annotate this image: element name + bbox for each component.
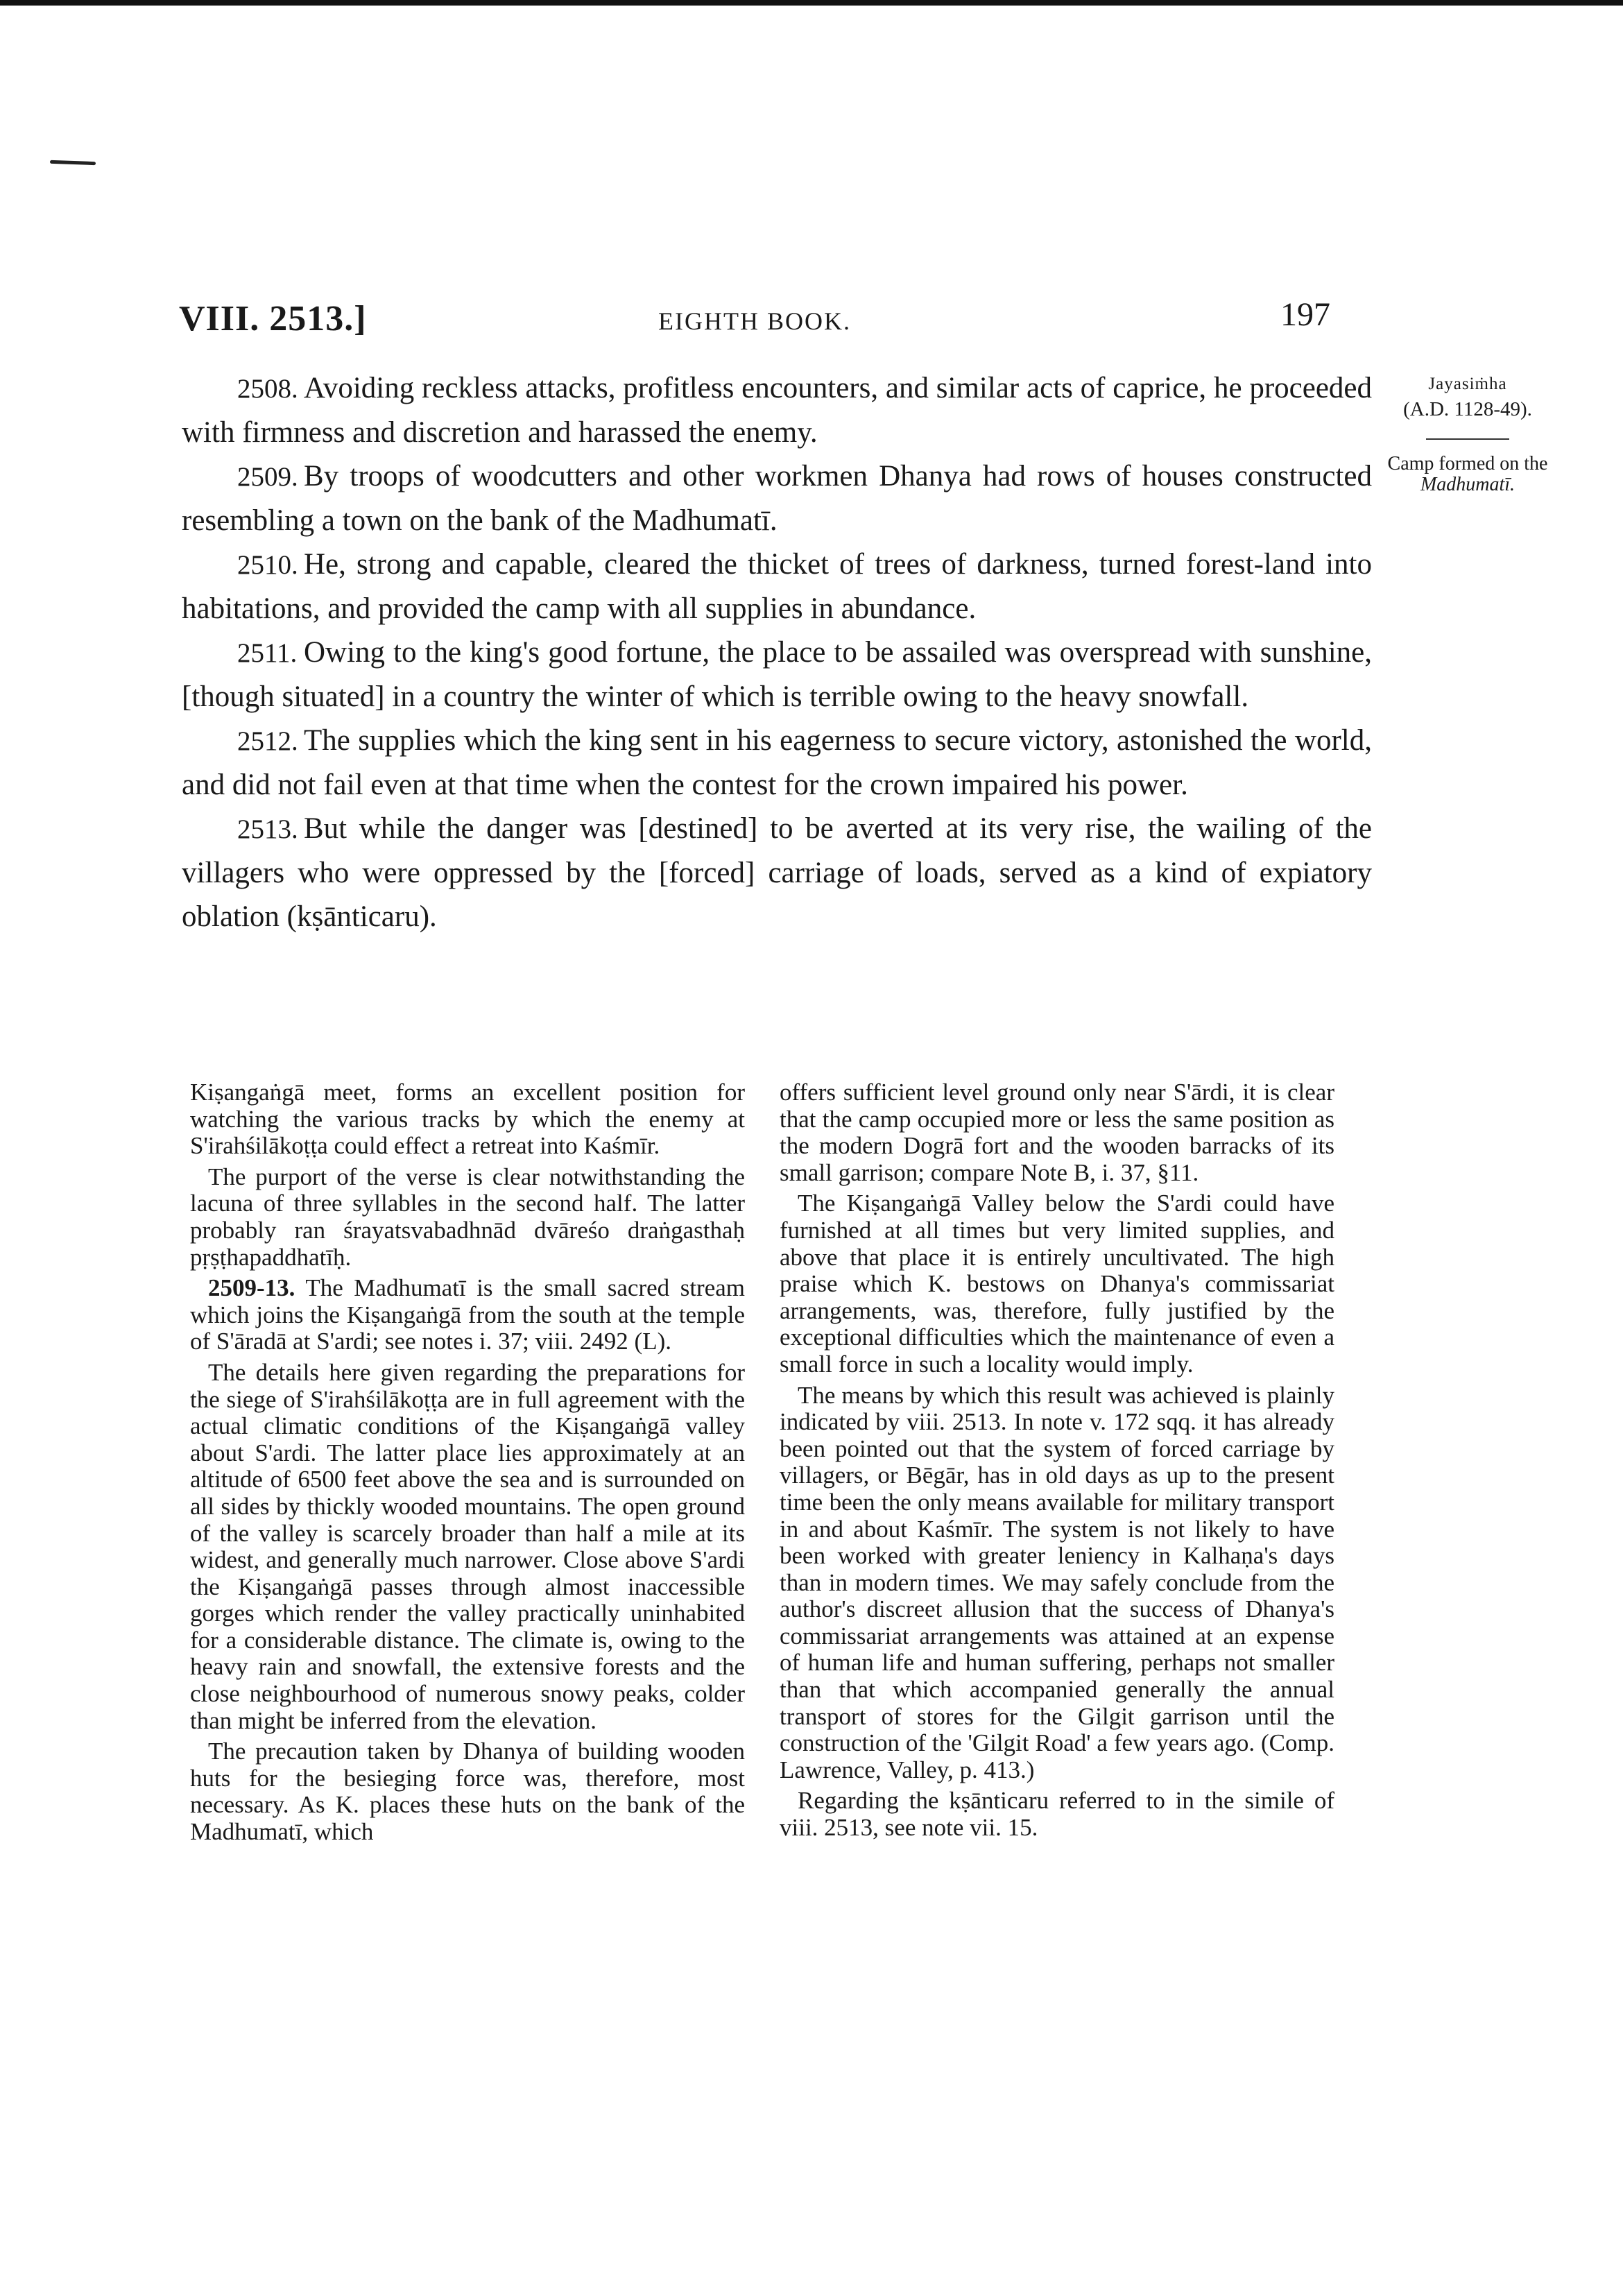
side-note (1351, 454, 1584, 495)
footnotes-right-column (780, 1079, 1334, 1842)
verse-text: Owing to the king's good fortune, the place to be assailed was overspread with sunshine, [though situated] in a country the winter of which is terrible owing to the heavy snowfall. (182, 636, 1372, 713)
verse-text: But while the danger was [destined] to be averted at its very rise, the wailing of the villagers who were oppressed by the [forced] carriage of loads, served as a kind of expiatory oblation (kṣānticaru). (182, 812, 1372, 933)
verse-number: 2511. (237, 638, 298, 668)
section-reference: VIII. 2513.] (179, 299, 367, 339)
verse-block (182, 366, 1372, 939)
ruler-heading (1351, 370, 1584, 422)
note-text: The details here given regarding the preparations for the siege of S'irahśilākoṭṭa are in full agreement with the actual climatic conditions of the Kiṣangaṅgā valley about S'ardi. The latter place lies approximately at an altitude of 6500 feet above the sea and is surrounded on all sides by thickly wooded mountains. The open ground of the valley is scarcely broader than half a mile at its widest, and generally much narrower. Close above S'ardi the Kiṣangaṅgā passes through almost inaccessible gorges which render the valley practically uninhabited for a considerable distance. The climate is, owing to the heavy rain and snowfall, the extensive forests and the close neighbourhood of numerous snowy peaks, colder than might be inferred from the elevation. (190, 1358, 745, 1734)
note-text: The precaution taken by Dhanya of building wooden huts for the besieging force was, therefore, most necessary. As K. places these huts on the bank of the Madhumatī, which (190, 1738, 745, 1846)
book-title: EIGHTH BOOK. (658, 307, 851, 335)
top-border-rule (0, 0, 1623, 6)
verse-2510 (182, 542, 1372, 631)
margin-notes (1351, 370, 1584, 495)
stray-ink-mark (50, 160, 96, 165)
verse-number: 2508. (237, 374, 298, 404)
verse-number: 2510. (237, 550, 298, 580)
verse-number: 2512. (237, 726, 298, 756)
running-head (179, 293, 1330, 348)
note-text: Regarding the kṣānticaru referred to in the simile of viii. 2513, see note vii. 15. (780, 1787, 1334, 1842)
note-paragraph (780, 1190, 1334, 1378)
side-note-line-2: Madhumatī. (1420, 474, 1515, 495)
verse-2513 (182, 807, 1372, 939)
note-paragraph (190, 1275, 745, 1355)
note-text: offers sufficient level ground only near S'ārdi, it is clear that the camp occupied more or less the same position as the modern Dogrā fort and the wooden barracks of its small garrison; compare Note B, i. 37, §11. (780, 1079, 1334, 1186)
margin-divider (1426, 438, 1509, 440)
verse-text: By troops of woodcutters and other workmen Dhanya had rows of houses constructed resembling a town on the bank of the Madhumatī. (182, 460, 1372, 537)
verse-number: 2513. (237, 814, 298, 844)
note-text: The Madhumatī is the small sacred stream which joins the Kiṣangaṅgā from the south at the temple of S'āradā at S'ardi; see notes i. 37; viii. 2492 (L). (190, 1274, 745, 1355)
verse-number: 2509. (237, 462, 298, 492)
note-paragraph (190, 1079, 745, 1160)
ruler-name: Jayasiṁha (1428, 375, 1507, 393)
verse-2508 (182, 366, 1372, 454)
note-text: The purport of the verse is clear notwithstanding the lacuna of three syllables in the second half. The latter probably ran śrayatsvabadhnād dvāreśo draṅgasthaḥ pṛṣṭhapaddhatīḥ. (190, 1163, 745, 1271)
page-number: 197 (1280, 296, 1330, 333)
note-text: The means by which this result was achieved is plainly indicated by viii. 2513. In note v. 172 sqq. it has already been pointed out that the system of forced carriage by villagers, or Bēgār, has in old days as up to the present time been the only means available for military transport in and about Kaśmīr. The system is not likely to have been worked with greater leniency in Kalhaṇa's days than in modern times. We may safely conclude from the author's discreet allusion that the success of Dhanya's commissariat arrangements was attained at an expense of human life and human suffering, perhaps not smaller than that which accompanied generally the annual transport of stores for the Gilgit garrison until the construction of the 'Gilgit Road' a few years ago. (Comp. Lawrence, Valley, p. 413.) (780, 1381, 1334, 1783)
verse-text: He, strong and capable, cleared the thicket of trees of darkness, turned forest-land into habitations, and provided the camp with all supplies in abundance. (182, 548, 1372, 625)
note-paragraph (780, 1382, 1334, 1784)
note-paragraph (190, 1738, 745, 1845)
note-paragraph (780, 1079, 1334, 1186)
verse-text: Avoiding reckless attacks, profitless encounters, and similar acts of caprice, he proceeded with firmness and discretion and harassed the enemy. (182, 372, 1372, 449)
ruler-dates: (A.D. 1128-49). (1403, 398, 1532, 420)
footnotes-left-column (190, 1079, 745, 1846)
verse-2509 (182, 454, 1372, 542)
note-paragraph (190, 1164, 745, 1271)
verse-text: The supplies which the king sent in his eagerness to secure victory, astonished the world, and did not fail even at that time when the contest for the crown impaired his power. (182, 724, 1372, 801)
note-paragraph (780, 1788, 1334, 1841)
verse-2512 (182, 719, 1372, 807)
side-note-line-1: Camp formed on the (1387, 453, 1548, 474)
note-text: Kiṣangaṅgā meet, forms an excellent position for watching the various tracks by which the enemy at S'irahśilākoṭṭa could effect a retreat into Kaśmīr. (190, 1079, 745, 1160)
note-paragraph (190, 1360, 745, 1734)
note-reference: 2509-13. (208, 1274, 295, 1302)
verse-2511 (182, 631, 1372, 719)
note-text: The Kiṣangaṅgā Valley below the S'ardi could have furnished at all times but very limited supplies, and above that place it is entirely uncultivated. The high praise which K. bestows on Dhanya's commissariat arrangements, was, therefore, fully justified by the exceptional difficulties which the maintenance of even a small force in such a locality would imply. (780, 1190, 1334, 1378)
